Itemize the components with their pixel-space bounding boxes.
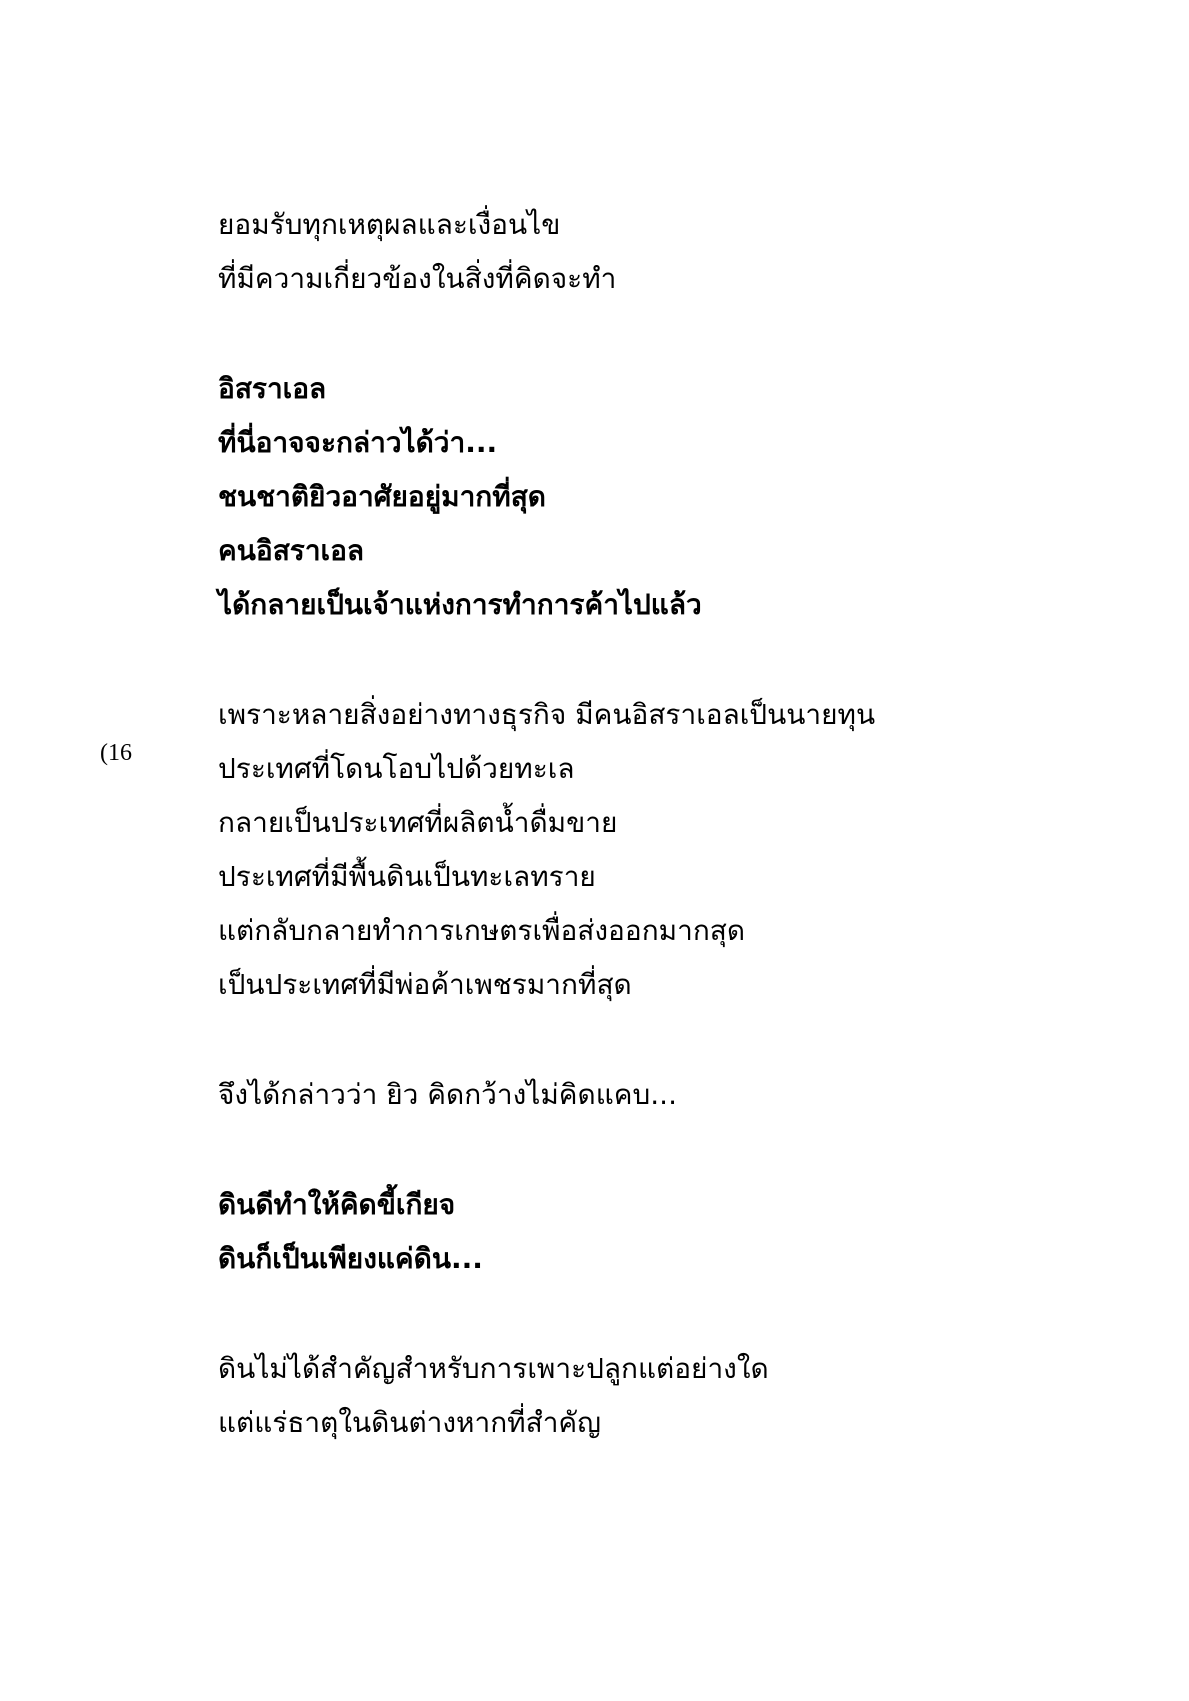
stanza-4: [218, 1068, 1118, 1122]
page-number-note: (16: [100, 740, 132, 766]
poem-body: [218, 198, 1118, 1506]
stanza-6: [218, 1342, 1118, 1450]
text-line: ดินดีทำให้คิดขี้เกียจ: [218, 1188, 456, 1221]
text-line: ชนชาติยิวอาศัยอยู่มากที่สุด: [218, 480, 546, 513]
text-line: คนอิสราเอล: [218, 534, 365, 567]
text-line: ยอมรับทุกเหตุผลและเงื่อนไข: [218, 208, 561, 241]
stanza-3: [218, 688, 1118, 1012]
text-line: ดินก็เป็นเพียงแค่ดิน...: [218, 1242, 483, 1275]
text-line: อิสราเอล: [218, 372, 327, 405]
text-line: ประเทศที่โดนโอบไปด้วยทะเล: [218, 752, 575, 785]
stanza-1: [218, 198, 1118, 306]
text-line: ที่มีความเกี่ยวข้องในสิ่งที่คิดจะทำ: [218, 262, 617, 295]
text-line: แต่กลับกลายทำการเกษตรเพื่อส่งออกมากสุด: [218, 914, 746, 947]
text-line: กลายเป็นประเทศที่ผลิตน้ำดื่มขาย: [218, 806, 618, 839]
text-line: ได้กลายเป็นเจ้าแห่งการทำการค้าไปแล้ว: [218, 588, 702, 621]
text-line: ประเทศที่มีพื้นดินเป็นทะเลทราย: [218, 860, 596, 893]
text-line: จึงได้กล่าวว่า ยิว คิดกว้างไม่คิดแคบ...: [218, 1078, 677, 1111]
text-line: เป็นประเทศที่มีพ่อค้าเพชรมากที่สุด: [218, 968, 632, 1001]
text-line: ที่นี่อาจจะกล่าวได้ว่า...: [218, 426, 498, 459]
stanza-5: [218, 1178, 1118, 1286]
text-line: เพราะหลายสิ่งอย่างทางธุรกิจ มีคนอิสราเอลเป็นนายทุน: [218, 698, 876, 731]
text-line: ดินไม่ได้สำคัญสำหรับการเพาะปลูกแต่อย่างใด: [218, 1352, 769, 1385]
text-line: แต่แร่ธาตุในดินต่างหากที่สำคัญ: [218, 1406, 602, 1439]
stanza-2: [218, 362, 1118, 632]
